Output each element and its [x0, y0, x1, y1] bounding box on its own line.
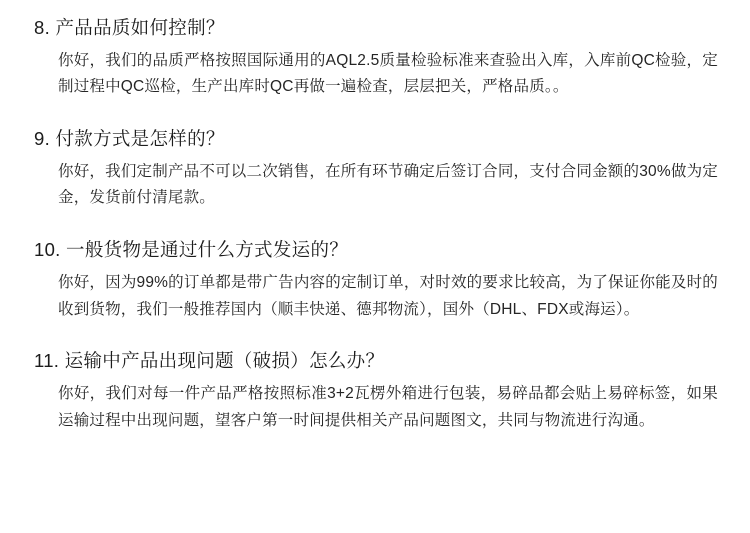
- faq-question: 11. 运输中产品出现问题（破损）怎么办？: [34, 350, 385, 372]
- faq-answer: 你好，因为99%的订单都是带广告内容的定制订单，对时效的要求比较高，为了保证你能及时的收到货物，我们一般推荐国内（顺丰快递、德邦物流），国外（DHL、FDX或海运）。: [58, 273, 718, 318]
- faq-item: [34, 125, 722, 212]
- faq-question: 9. 付款方式是怎样的？: [34, 128, 225, 150]
- faq-item: [34, 14, 722, 101]
- faq-item: [34, 347, 722, 434]
- faq-answer: 你好，我们定制产品不可以二次销售，在所有环节确定后签订合同，支付合同金额的30%做为定金，发货前付清尾款。: [58, 162, 718, 207]
- faq-answer: 你好，我们对每一件产品严格按照标准3+2瓦楞外箱进行包装，易碎品都会贴上易碎标签，如果运输过程中出现问题，望客户第一时间提供相关产品问题图文，共同与物流进行沟通。: [58, 384, 718, 429]
- faq-item: [34, 236, 722, 323]
- faq-answer: 你好，我们的品质严格按照国际通用的AQL2.5质量检验标准来查验出入库，入库前QC检验，定制过程中QC巡检，生产出库时QC再做一遍检查，层层把关，严格品质。。: [58, 51, 718, 96]
- faq-question: 8. 产品品质如何控制？: [34, 17, 225, 38]
- faq-question: 10. 一般货物是通过什么方式发运的？: [34, 239, 349, 261]
